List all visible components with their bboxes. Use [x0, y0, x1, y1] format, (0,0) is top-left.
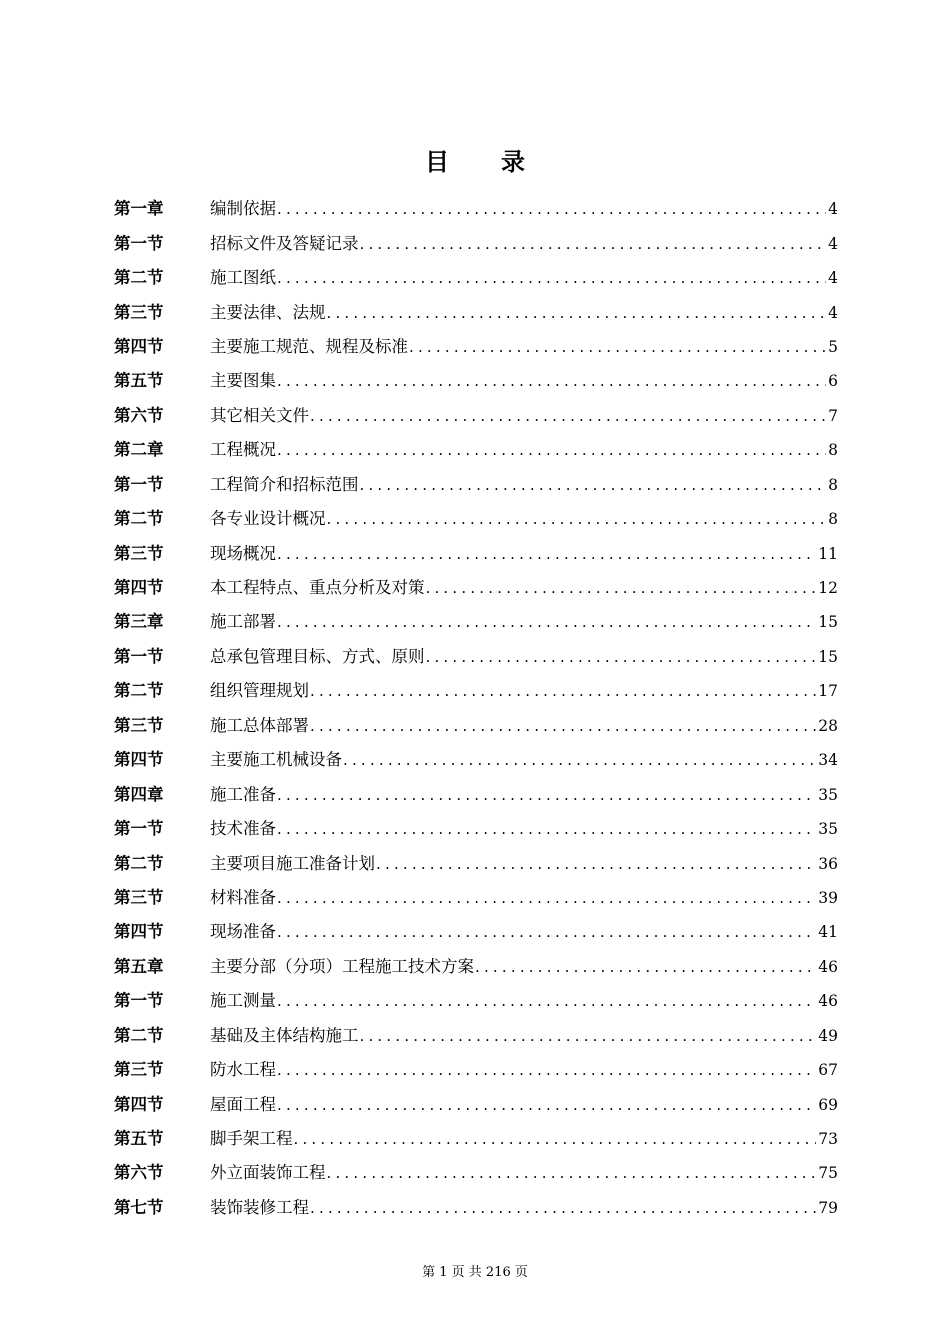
toc-dot-leader	[277, 202, 826, 217]
toc-entry[interactable]	[114, 397, 838, 431]
toc-entry-title: 主要项目施工准备计划	[210, 853, 375, 873]
toc-entry-number: 第三节	[114, 715, 164, 735]
toc-dot-leader	[277, 1098, 816, 1113]
toc-entry[interactable]	[114, 638, 838, 672]
toc-dot-leader	[277, 788, 816, 803]
toc-entry-page: 73	[818, 1130, 838, 1149]
toc-entry-page: 75	[818, 1164, 838, 1183]
toc-entry[interactable]	[114, 879, 838, 913]
toc-entry-body	[210, 1125, 838, 1149]
toc-entry-title: 材料准备	[210, 887, 276, 907]
toc-entry-number: 第二节	[114, 853, 164, 873]
toc-entry-title: 现场准备	[210, 922, 276, 942]
toc-entry-title: 技术准备	[210, 819, 276, 839]
toc-entry-title: 现场概况	[210, 543, 276, 563]
toc-entry-title: 总承包管理目标、方式、原则	[210, 646, 425, 666]
toc-entry-body	[210, 850, 838, 874]
toc-entry-number: 第一节	[114, 819, 164, 839]
toc-dot-leader	[475, 960, 816, 975]
toc-dot-leader	[343, 753, 816, 768]
toc-entry-page: 5	[828, 337, 838, 356]
toc-dot-leader	[277, 615, 816, 630]
toc-entry-body	[210, 815, 838, 839]
toc-entry-body	[210, 299, 838, 323]
toc-entry-title: 施工部署	[210, 612, 276, 632]
toc-entry-page: 67	[818, 1061, 838, 1080]
toc-entry-number: 第四章	[114, 784, 164, 804]
toc-entry-body	[210, 918, 838, 942]
toc-dot-leader	[327, 306, 827, 321]
toc-entry-body	[210, 884, 838, 908]
toc-dot-leader	[360, 1029, 817, 1044]
toc-entry-body	[210, 608, 838, 632]
toc-entry-title: 组织管理规划	[210, 681, 309, 701]
toc-entry[interactable]	[114, 741, 838, 775]
toc-dot-leader	[310, 719, 816, 734]
toc-entry-page: 36	[818, 854, 838, 873]
toc-entry-number: 第二节	[114, 1025, 164, 1045]
toc-dot-leader	[277, 443, 826, 458]
toc-entry[interactable]	[114, 810, 838, 844]
toc-dot-leader	[426, 650, 817, 665]
toc-entry-title: 施工准备	[210, 784, 276, 804]
toc-entry-number: 第三节	[114, 302, 164, 322]
toc-entry[interactable]	[114, 913, 838, 947]
toc-entry[interactable]	[114, 190, 838, 224]
toc-entry-page: 41	[818, 923, 838, 942]
toc-dot-leader	[360, 478, 827, 493]
toc-entry-title: 脚手架工程	[210, 1129, 293, 1149]
toc-dot-leader	[277, 1063, 816, 1078]
toc-dot-leader	[310, 684, 816, 699]
toc-entry-number: 第四节	[114, 750, 164, 770]
toc-dot-leader	[277, 547, 816, 562]
toc-entry-body	[210, 230, 838, 254]
toc-dot-leader	[327, 1166, 817, 1181]
toc-entry-number: 第一章	[114, 199, 164, 219]
toc-entry-body	[210, 1159, 838, 1183]
toc-entry-page: 4	[828, 303, 838, 322]
toc-entry-page: 11	[818, 544, 838, 563]
toc-entry-number: 第三节	[114, 887, 164, 907]
toc-entry[interactable]	[114, 259, 838, 293]
toc-entry-title: 主要图集	[210, 371, 276, 391]
toc-entry-number: 第一节	[114, 474, 164, 494]
toc-entry-page: 34	[818, 751, 838, 770]
toc-entry[interactable]	[114, 707, 838, 741]
toc-entry-body	[210, 781, 838, 805]
toc-entry-number: 第五节	[114, 371, 164, 391]
toc-entry[interactable]	[114, 466, 838, 500]
toc-entry-title: 施工测量	[210, 991, 276, 1011]
toc-entry-title: 工程概况	[210, 440, 276, 460]
toc-entry-number: 第四节	[114, 922, 164, 942]
toc-entry-page: 8	[828, 441, 838, 460]
toc-entry[interactable]	[114, 1189, 838, 1223]
toc-entry-page: 15	[818, 647, 838, 666]
toc-entry-number: 第一节	[114, 646, 164, 666]
toc-entry-title: 主要施工机械设备	[210, 750, 342, 770]
toc-dot-leader	[277, 891, 816, 906]
toc-entry-title: 工程简介和招标范围	[210, 474, 359, 494]
page-footer: 第 1 页 共 216 页	[422, 1265, 528, 1280]
toc-entry[interactable]	[114, 844, 838, 878]
toc-entry-page: 17	[818, 682, 838, 701]
toc-entry-title: 屋面工程	[210, 1094, 276, 1114]
toc-entry-number: 第四节	[114, 1094, 164, 1114]
toc-entry[interactable]	[114, 1051, 838, 1085]
toc-entry[interactable]	[114, 500, 838, 534]
toc-entry[interactable]	[114, 1017, 838, 1051]
toc-entry-body	[210, 402, 838, 426]
toc-entry-page: 6	[828, 372, 838, 391]
toc-entry-body	[210, 195, 838, 219]
toc-entry-page: 8	[828, 475, 838, 494]
toc-entry[interactable]	[114, 982, 838, 1016]
toc-entry-body	[210, 540, 838, 564]
toc-entry-title: 施工图纸	[210, 268, 276, 288]
toc-entry-page: 35	[818, 820, 838, 839]
toc-entry-title: 主要法律、法规	[210, 302, 326, 322]
toc-entry-body	[210, 677, 838, 701]
toc-entry-title: 其它相关文件	[210, 405, 309, 425]
toc-entry[interactable]	[114, 328, 838, 362]
page-title-char-2: 录	[501, 147, 525, 176]
toc-entry-number: 第二节	[114, 681, 164, 701]
toc-dot-leader	[294, 1132, 817, 1147]
toc-entry-number: 第四节	[114, 578, 164, 598]
toc-entry-number: 第一节	[114, 991, 164, 1011]
toc-dot-leader	[277, 374, 826, 389]
table-of-contents	[114, 190, 838, 1223]
toc-entry-page: 8	[828, 510, 838, 529]
toc-entry-body	[210, 574, 838, 598]
toc-entry-page: 7	[828, 406, 838, 425]
toc-entry-body	[210, 471, 838, 495]
toc-entry[interactable]	[114, 948, 838, 982]
toc-entry-body	[210, 505, 838, 529]
toc-entry[interactable]	[114, 569, 838, 603]
toc-dot-leader	[277, 994, 816, 1009]
toc-entry-page: 79	[818, 1198, 838, 1217]
toc-entry-number: 第三节	[114, 543, 164, 563]
toc-entry[interactable]	[114, 293, 838, 327]
toc-entry[interactable]	[114, 1120, 838, 1154]
toc-dot-leader	[360, 237, 827, 252]
toc-entry-page: 39	[818, 888, 838, 907]
toc-entry-page: 4	[828, 234, 838, 253]
toc-entry-body	[210, 1091, 838, 1115]
toc-entry-title: 外立面装饰工程	[210, 1163, 326, 1183]
toc-entry-page: 4	[828, 200, 838, 219]
toc-entry-number: 第五章	[114, 956, 164, 976]
toc-entry-body	[210, 1194, 838, 1218]
toc-entry-body	[210, 746, 838, 770]
toc-dot-leader	[310, 1201, 816, 1216]
toc-dot-leader	[277, 271, 826, 286]
toc-entry[interactable]	[114, 362, 838, 396]
toc-entry[interactable]	[114, 224, 838, 258]
toc-entry-page: 46	[818, 957, 838, 976]
toc-entry-page: 46	[818, 992, 838, 1011]
toc-dot-leader	[310, 409, 826, 424]
toc-entry[interactable]	[114, 1154, 838, 1188]
toc-entry[interactable]	[114, 603, 838, 637]
toc-entry-body	[210, 1056, 838, 1080]
toc-entry-number: 第二节	[114, 509, 164, 529]
toc-entry-body	[210, 333, 838, 357]
toc-entry[interactable]	[114, 534, 838, 568]
toc-dot-leader	[426, 581, 817, 596]
toc-dot-leader	[277, 822, 816, 837]
toc-entry-title: 主要分部（分项）工程施工技术方案	[210, 956, 474, 976]
toc-entry-page: 69	[818, 1095, 838, 1114]
toc-entry-page: 15	[818, 613, 838, 632]
toc-entry-title: 施工总体部署	[210, 715, 309, 735]
toc-entry-body	[210, 1022, 838, 1046]
toc-entry-body	[210, 436, 838, 460]
toc-entry-page: 35	[818, 785, 838, 804]
toc-entry-number: 第七节	[114, 1197, 164, 1217]
toc-entry-number: 第一节	[114, 233, 164, 253]
toc-entry-title: 主要施工规范、规程及标准	[210, 336, 408, 356]
toc-entry-number: 第二节	[114, 268, 164, 288]
toc-dot-leader	[327, 512, 827, 527]
toc-entry-body	[210, 953, 838, 977]
toc-entry[interactable]	[114, 775, 838, 809]
toc-entry-page: 28	[818, 716, 838, 735]
toc-entry[interactable]	[114, 1085, 838, 1119]
toc-entry-body	[210, 712, 838, 736]
page-title-char-1: 目	[425, 147, 449, 176]
toc-entry-number: 第五节	[114, 1129, 164, 1149]
toc-entry-body	[210, 367, 838, 391]
toc-entry-number: 第二章	[114, 440, 164, 460]
toc-entry-body	[210, 987, 838, 1011]
toc-entry-number: 第三章	[114, 612, 164, 632]
toc-entry-body	[210, 264, 838, 288]
toc-entry-page: 49	[818, 1026, 838, 1045]
toc-dot-leader	[376, 857, 816, 872]
toc-entry-title: 本工程特点、重点分析及对策	[210, 578, 425, 598]
toc-dot-leader	[409, 340, 826, 355]
toc-entry-number: 第四节	[114, 336, 164, 356]
toc-entry-title: 各专业设计概况	[210, 509, 326, 529]
toc-entry[interactable]	[114, 431, 838, 465]
toc-entry-body	[210, 643, 838, 667]
toc-entry-title: 防水工程	[210, 1060, 276, 1080]
toc-entry-page: 12	[818, 579, 838, 598]
toc-entry-number: 第三节	[114, 1060, 164, 1080]
toc-dot-leader	[277, 925, 816, 940]
toc-entry-title: 编制依据	[210, 199, 276, 219]
toc-entry[interactable]	[114, 672, 838, 706]
toc-entry-page: 4	[828, 269, 838, 288]
toc-entry-title: 基础及主体结构施工	[210, 1025, 359, 1045]
toc-entry-title: 招标文件及答疑记录	[210, 233, 359, 253]
toc-entry-title: 装饰装修工程	[210, 1197, 309, 1217]
page-title	[0, 142, 950, 177]
toc-entry-number: 第六节	[114, 405, 164, 425]
toc-entry-number: 第六节	[114, 1163, 164, 1183]
